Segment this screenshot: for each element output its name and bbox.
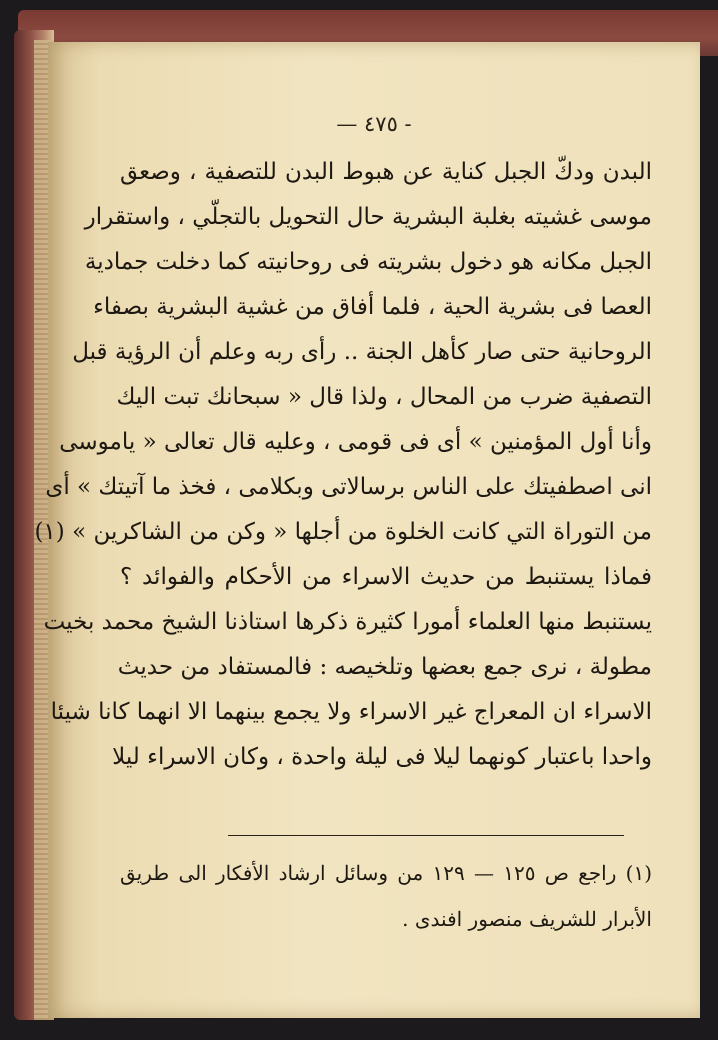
text-line: من التوراة التي كانت الخلوة من أجلها « وكن من الشاكرين » (١) bbox=[34, 519, 652, 545]
text-line: يستنبط منها العلماء أمورا كثيرة ذكرها استاذنا الشيخ محمد بخيت bbox=[43, 609, 652, 635]
text-line: الجبل مكانه هو دخول بشريته فى روحانيته كما دخلت جمادية bbox=[84, 249, 652, 275]
text-line: فماذا يستنبط من حديث الاسراء من الأحكام والفوائد ؟ bbox=[120, 564, 652, 590]
page-number: — ٤٧٥ - bbox=[336, 112, 412, 136]
text-line: وأنا أول المؤمنين » أى فى قومى ، وعليه قال تعالى « ياموسى bbox=[59, 429, 652, 455]
book-page bbox=[34, 42, 700, 1018]
text-line: الاسراء ان المعراج غير الاسراء ولا يجمع بينهما الا انهما كانا شيئا bbox=[50, 699, 652, 725]
footnote-divider bbox=[228, 835, 624, 836]
footnotes bbox=[120, 850, 652, 942]
text-line: انى اصطفيتك على الناس برسالاتى وبكلامى ، فخذ ما آتيتك » أى bbox=[45, 474, 652, 500]
text-line: مطولة ، نرى جمع بعضها وتلخيصه : فالمستفاد من حديث bbox=[117, 654, 652, 680]
text-line: موسى غشيته بغلبة البشرية حال التحويل بالتجلّي ، واستقرار bbox=[84, 204, 652, 230]
body-text bbox=[34, 150, 652, 780]
text-line: العصا فى بشرية الحية ، فلما أفاق من غشية البشرية بصفاء bbox=[93, 294, 652, 320]
footnote-line: (١) راجع ص ١٢٥ — ١٢٩ من وسائل ارشاد الأفكار الى طريق bbox=[120, 861, 653, 885]
footnote-line: الأبرار للشريف منصور افندى . bbox=[402, 907, 652, 931]
text-line: البدن ودكّ الجبل كناية عن هبوط البدن للتصفية ، وصعق bbox=[120, 159, 652, 185]
text-line: واحدا باعتبار كونهما ليلا فى ليلة واحدة ، وكان الاسراء ليلا bbox=[112, 744, 652, 770]
text-line: التصفية ضرب من المحال ، ولذا قال « سبحانك تبت اليك bbox=[116, 384, 652, 410]
text-line: الروحانية حتى صار كأهل الجنة .. رأى ربه وعلم أن الرؤية قبل bbox=[72, 339, 652, 365]
